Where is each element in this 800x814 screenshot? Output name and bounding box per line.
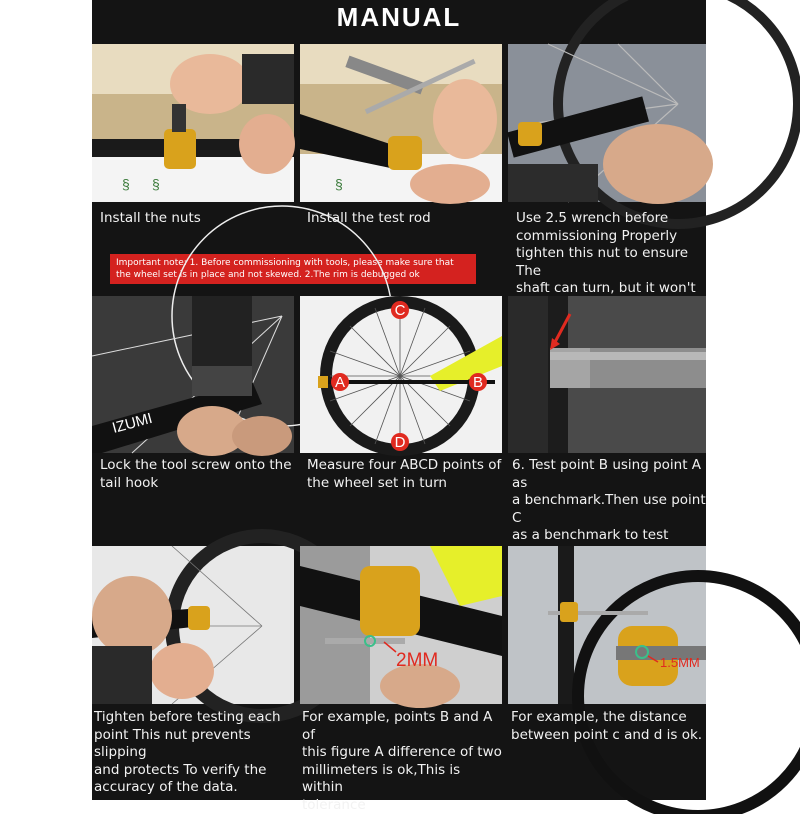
step-3-caption: Use 2.5 wrench before commissioning Properly tighten this nut to ensure The shaft can turn, but it won't [516,210,696,296]
point-d-label: D [394,434,406,451]
photo-points-cd-example [508,546,706,704]
step-2-caption: Install the test rod [307,210,431,226]
step-5-caption: Measure four ABCD points of the wheel set in turn [307,457,502,491]
point-c-label: C [394,302,406,319]
measure-15mm-label: 1.5MM [660,655,700,670]
photo-measure-abcd [300,296,502,453]
photo-install-test-rod [300,44,502,202]
step-4-caption: Lock the tool screw onto the tail hook [100,457,292,491]
photo-wrench-adjust [508,44,706,202]
measure-2mm-label: 2MM [396,650,439,671]
photo-install-nuts [92,44,294,202]
svg-text:§: § [122,176,130,192]
step-8-caption: For example, points B and A of this figure A difference of two millimeters is ok,This is within tolerance [302,709,502,813]
point-a-label: A [334,374,346,391]
point-b-label: B [472,374,484,391]
tool-brand-label: IZUMI [110,409,155,437]
photo-test-point-b [508,296,706,453]
photo-tighten-nut [92,546,294,704]
svg-text:§: § [152,176,160,192]
photo-points-ba-example [300,546,502,704]
step-9-caption: For example, the distance between point c and d is ok. [511,709,703,743]
svg-text:§: § [335,176,343,192]
important-note-banner: Important note: 1. Before commissioning with tools, please make sure that the wheel set is in place and not skewed. 2.The rim is debugged ok [110,254,476,284]
step-6-caption: 6. Test point B using point A as a benchmark.Then use point C as a benchmark to test [512,457,706,543]
page-title: MANUAL [336,2,462,32]
step-1-caption: Install the nuts [100,210,201,226]
step-7-caption: Tighten before testing each point This nut prevents slipping and protects To verify the accuracy of the data. [94,709,281,795]
manual-sheet [92,0,706,813]
photo-lock-tool-screw [92,296,294,453]
